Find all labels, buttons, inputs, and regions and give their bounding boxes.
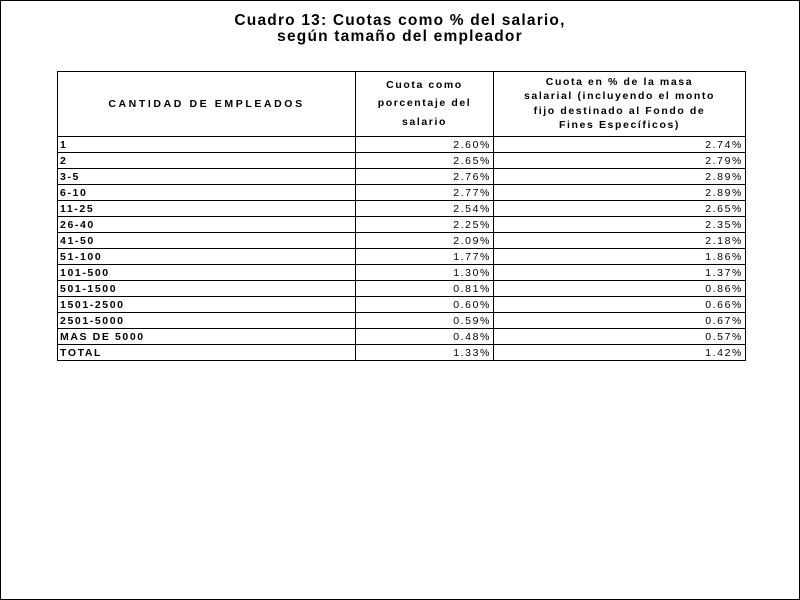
row-label: 3-5 — [58, 169, 356, 185]
header-cuota-salario-line: porcentaje del — [377, 97, 472, 110]
cell-cuota-salario: 2.60% — [356, 137, 494, 153]
cell-cuota-salario: 2.25% — [356, 217, 494, 233]
row-label: 1501-2500 — [58, 297, 356, 313]
table-row — [58, 265, 746, 281]
table-row — [58, 185, 746, 201]
row-label: 2 — [58, 153, 356, 169]
table-row — [58, 297, 746, 313]
table-row — [58, 233, 746, 249]
row-label: 101-500 — [58, 265, 356, 281]
table-row — [58, 249, 746, 265]
row-label: 11-25 — [58, 201, 356, 217]
cell-cuota-salario: 0.48% — [356, 329, 494, 345]
cell-cuota-masa: 2.18% — [494, 233, 746, 249]
cell-cuota-salario: 1.33% — [356, 345, 494, 361]
cell-cuota-masa: 1.37% — [494, 265, 746, 281]
cell-cuota-salario: 1.77% — [356, 249, 494, 265]
table-row — [58, 313, 746, 329]
table-row — [58, 153, 746, 169]
cell-cuota-masa: 2.89% — [494, 169, 746, 185]
cell-cuota-masa: 2.35% — [494, 217, 746, 233]
cell-cuota-masa: 2.74% — [494, 137, 746, 153]
cell-cuota-salario: 0.81% — [356, 281, 494, 297]
cell-cuota-salario: 2.09% — [356, 233, 494, 249]
row-label: MAS DE 5000 — [58, 329, 356, 345]
header-cuota-masa-line: Fines Específicos) — [559, 118, 680, 131]
row-label: 501-1500 — [58, 281, 356, 297]
table-row — [58, 281, 746, 297]
header-cuota-masa — [494, 72, 746, 137]
cell-cuota-masa: 2.89% — [494, 185, 746, 201]
cell-cuota-salario: 2.77% — [356, 185, 494, 201]
row-label: 6-10 — [58, 185, 356, 201]
table-header-row — [58, 72, 746, 137]
cell-cuota-masa: 2.79% — [494, 153, 746, 169]
row-label: 2501-5000 — [58, 313, 356, 329]
cell-cuota-masa: 0.86% — [494, 281, 746, 297]
cell-cuota-masa: 0.66% — [494, 297, 746, 313]
cell-cuota-salario: 0.60% — [356, 297, 494, 313]
cell-cuota-salario: 2.76% — [356, 169, 494, 185]
header-cuota-salario-line: Cuota como — [386, 78, 463, 91]
data-table — [57, 71, 746, 361]
title-line-1: Cuadro 13: Cuotas como % del salario, — [234, 12, 566, 29]
header-cuota-masa-line: fijo destinado al Fondo de — [533, 104, 706, 117]
header-cantidad-empleados: CANTIDAD DE EMPLEADOS — [58, 72, 356, 137]
cell-cuota-salario: 1.30% — [356, 265, 494, 281]
row-label: 1 — [58, 137, 356, 153]
row-label: TOTAL — [58, 345, 356, 361]
cell-cuota-masa: 0.67% — [494, 313, 746, 329]
row-label: 41-50 — [58, 233, 356, 249]
table-row — [58, 329, 746, 345]
table-row — [58, 217, 746, 233]
cell-cuota-salario: 2.65% — [356, 153, 494, 169]
header-cuota-salario — [356, 72, 494, 137]
row-label: 26-40 — [58, 217, 356, 233]
cell-cuota-masa: 0.57% — [494, 329, 746, 345]
header-cuota-masa-line: salarial (incluyendo el monto — [523, 90, 716, 103]
cell-cuota-masa: 2.65% — [494, 201, 746, 217]
cell-cuota-masa: 1.42% — [494, 345, 746, 361]
table-row — [58, 137, 746, 153]
cell-cuota-salario: 0.59% — [356, 313, 494, 329]
cell-cuota-masa: 1.86% — [494, 249, 746, 265]
table-row — [58, 169, 746, 185]
cell-cuota-salario: 2.54% — [356, 201, 494, 217]
table-row — [58, 201, 746, 217]
table-row-total — [58, 345, 746, 361]
header-cuota-masa-line: Cuota en % de la masa — [545, 76, 694, 88]
page-title — [0, 13, 800, 45]
header-cuota-salario-line: salario — [401, 116, 448, 129]
row-label: 51-100 — [58, 249, 356, 265]
title-line-2: según tamaño del empleador — [277, 28, 523, 45]
